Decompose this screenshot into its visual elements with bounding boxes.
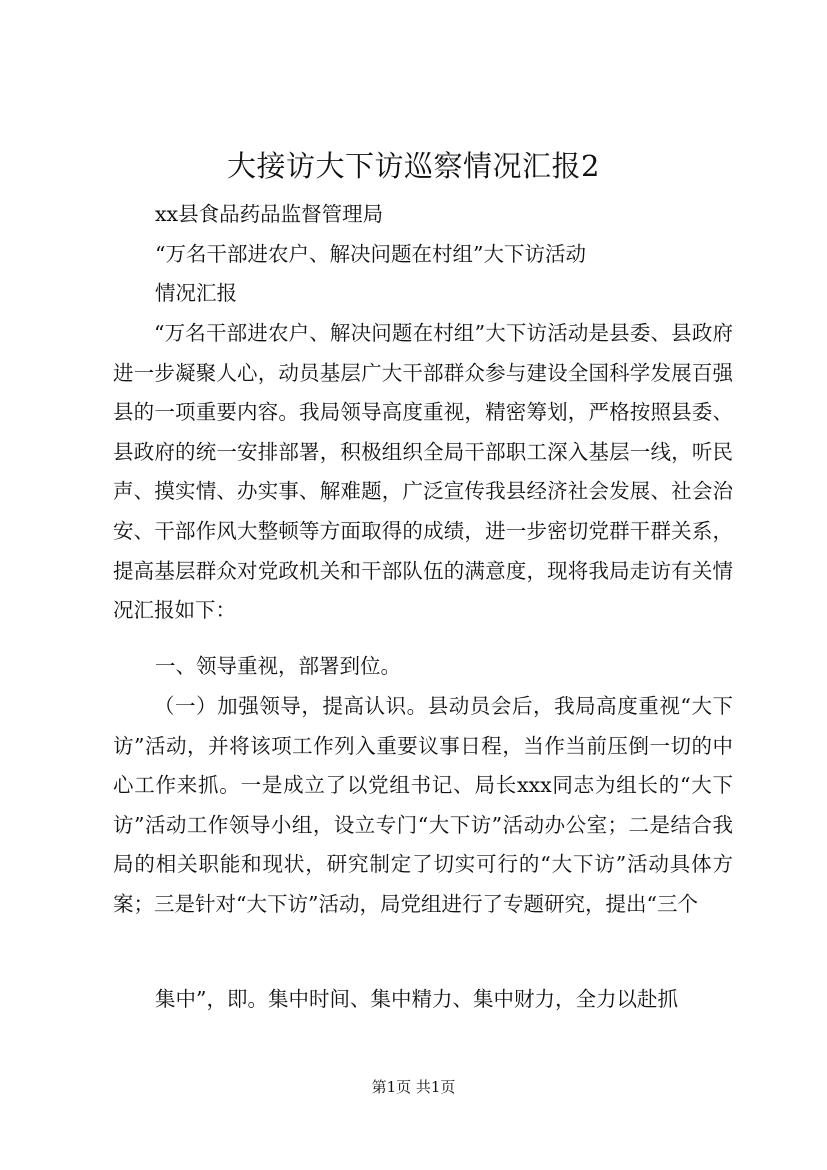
activity-name-line: “万名干部进农户、解决问题在村组”大下访活动: [155, 242, 586, 266]
section-heading-1: 一、领导重视，部署到位。: [155, 654, 401, 678]
page-footer: 第1页 共1页: [371, 1078, 456, 1096]
report-label-line: 情况汇报: [155, 281, 237, 305]
issuer-line: xx县食品药品监督管理局: [155, 202, 384, 226]
body-paragraph-leadership: （一）加强领导，提高认识。县动员会后，我局高度重视“大下访”活动，并将该项工作列入重要议事日程，当作当前压倒一切的中心工作来抓。一是成立了以党组书记、局长xxx同志为组长的“大下访”活动工作领导小组，设立专门“大下访”活动办公室；二是结合我局的相关职能和现状，研究制定了切实可行的“大下访”活动具体方案；三是针对“大下访”活动，局党组进行了专题研究，提出“三个: [113, 694, 733, 916]
body-paragraph-intro: “万名干部进农户、解决问题在村组”大下访活动是县委、县政府进一步凝聚人心，动员基层广大干部群众参与建设全国科学发展百强县的一项重要内容。我局领导高度重视，精密筹划，严格按照县委、县政府的统一安排部署，积极组织全局干部职工深入基层一线，听民声、摸实情、办实事、解难题，广泛宣传我县经济社会发展、社会治安、干部作风大整顿等方面取得的成绩，进一步密切党群干群关系，提高基层群众对党政机关和干部队伍的满意度，现将我局走访有关情况汇报如下：: [113, 321, 733, 623]
body-paragraph-continuation: 集中”，即。集中时间、集中精力、集中财力，全力以赴抓: [155, 987, 678, 1011]
document-title: 大接访大下访巡察情况汇报2: [227, 149, 600, 183]
